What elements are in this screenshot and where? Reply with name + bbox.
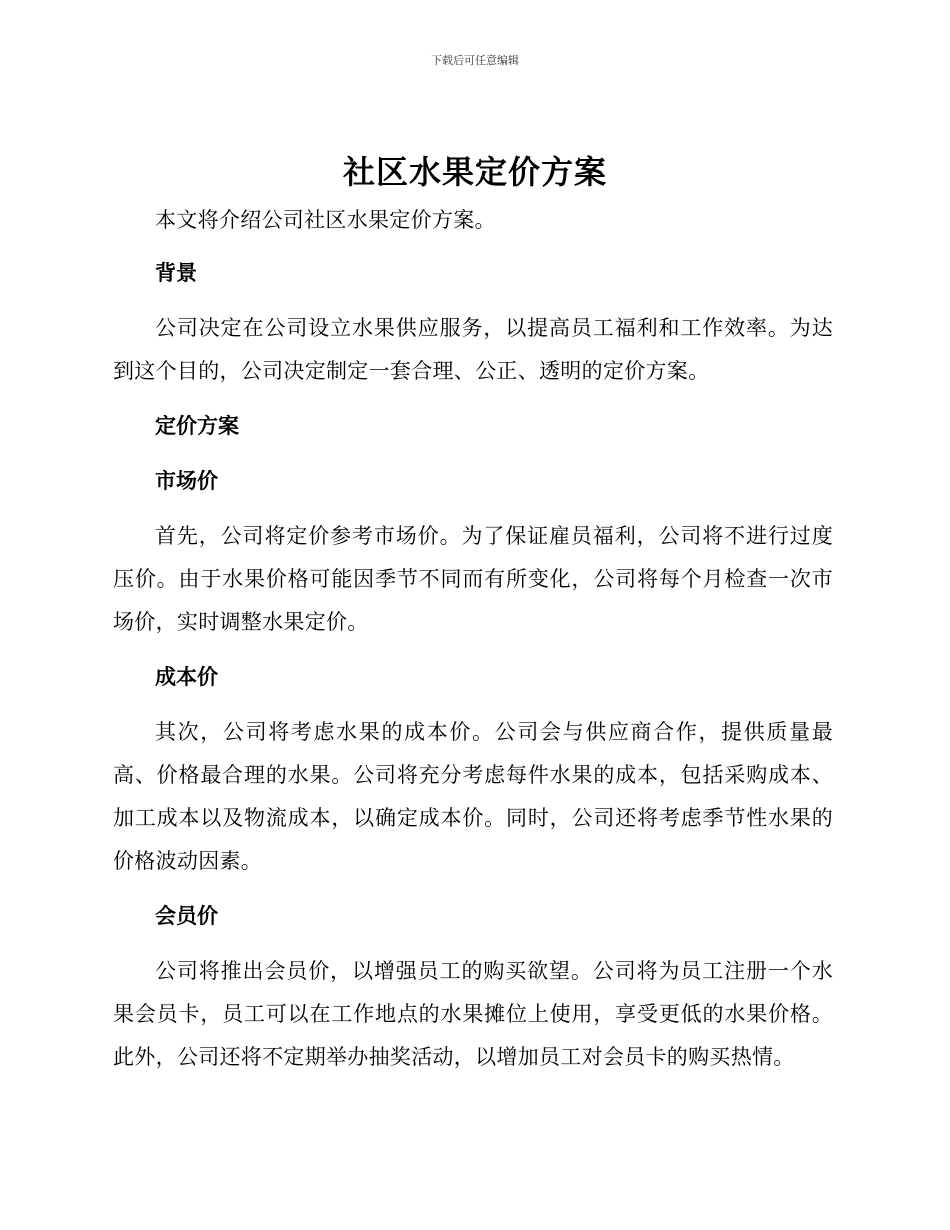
section-heading-market-price: 市场价 xyxy=(155,469,218,493)
document-body xyxy=(113,199,833,1079)
section-heading-background: 背景 xyxy=(155,261,197,285)
background-paragraph: 公司决定在公司设立水果供应服务，以提高员工福利和工作效率。为达到这个目的，公司决定制定一套合理、公正、透明的定价方案。 xyxy=(113,316,833,383)
section-heading-member-price: 会员价 xyxy=(155,904,218,928)
section-heading-cost-price: 成本价 xyxy=(155,665,218,689)
section-heading-pricing-plan: 定价方案 xyxy=(155,414,239,438)
header-note: 下载后可任意编辑 xyxy=(431,54,519,67)
intro-paragraph: 本文将介绍公司社区水果定价方案。 xyxy=(155,208,496,232)
cost-price-paragraph: 其次，公司将考虑水果的成本价。公司会与供应商合作，提供质量最高、价格最合理的水果。公司将充分考虑每件水果的成本，包括采购成本、加工成本以及物流成本，以确定成本价。同时，公司还将考虑季节性水果的价格波动因素。 xyxy=(113,720,833,873)
document-title: 社区水果定价方案 xyxy=(342,153,607,191)
member-price-paragraph: 公司将推出会员价，以增强员工的购买欲望。公司将为员工注册一个水果会员卡，员工可以在工作地点的水果摊位上使用，享受更低的水果价格。此外，公司还将不定期举办抽奖活动，以增加员工对会员卡的购买热情。 xyxy=(113,959,833,1069)
market-price-paragraph: 首先，公司将定价参考市场价。为了保证雇员福利，公司将不进行过度压价。由于水果价格可能因季节不同而有所变化，公司将每个月检查一次市场价，实时调整水果定价。 xyxy=(113,524,833,634)
